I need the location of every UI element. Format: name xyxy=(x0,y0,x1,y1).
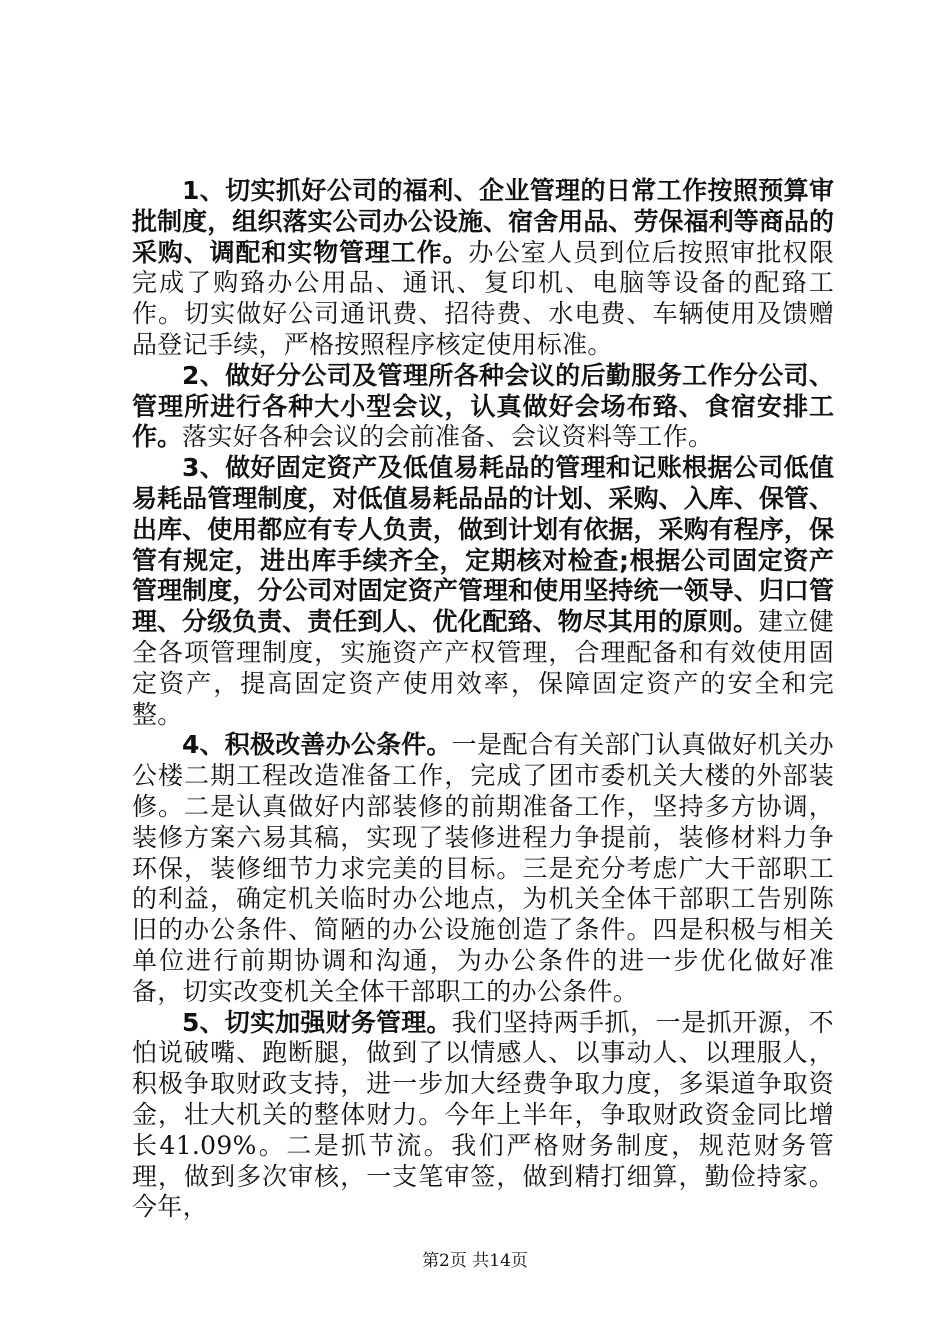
paragraph-1 xyxy=(132,176,834,361)
paragraph-5 xyxy=(132,1008,834,1224)
paragraph-2-text: 落实好各种会议的会前准备、会议资料等工作。 xyxy=(182,422,714,452)
paragraph-4-text: 一是配合有关部门认真做好机关办公楼二期工程改造准备工作，完成了团市委机关大楼的外部装修。二是认真做好内部装修的前期准备工作，坚持多方协调，装修方案六易其稿，实现了装修进程力争提前，装修材料力争环保，装修细节力求完美的目标。三是充分考虑广大干部职工的利益，确定机关临时办公地点，为机关全体干部职工告别陈旧的办公条件、简陋的办公设施创造了条件。四是积极与相关单位进行前期协调和沟通，为办公条件的进一步优化做好准备，切实改变机关全体干部职工的办公条件。 xyxy=(132,730,834,1006)
paragraph-4-heading: 4、积极改善办公条件。 xyxy=(182,730,452,760)
paragraph-4 xyxy=(132,730,834,1007)
paragraph-2-heading: 2、做好分公司及管理所各种会议的后勤服务工作分公司、管理所进行各种大小型会议，认真做好会场布臵、食宿安排工作。 xyxy=(132,360,834,452)
document-body xyxy=(132,176,834,1223)
paragraph-1-text: 办公室人员到位后按照审批权限完成了购臵办公用品、通讯、复印机、电脑等设备的配臵工作。切实做好公司通讯费、招待费、水电费、车辆使用及馈赠品登记手续，严格按照程序核定使用标准。 xyxy=(132,237,834,359)
page-footer: 第2页 共14页 xyxy=(422,1251,528,1271)
paragraph-3 xyxy=(132,453,834,730)
paragraph-3-text: 建立健全各项管理制度，实施资产产权管理，合理配备和有效使用固定资产，提高固定资产使用效率，保障固定资产的安全和完整。 xyxy=(132,607,834,729)
paragraph-2 xyxy=(132,361,834,453)
paragraph-5-text: 我们坚持两手抓，一是抓开源，不怕说破嘴、跑断腿，做到了以情感人、以事动人、以理服人，积极争取财政支持，进一步加大经费争取力度，多渠道争取资金，壮大机关的整体财力。今年上半年，争取财政资金同比增长41.09%。二是抓节流。我们严格财务制度，规范财务管理，做到多次审核，一支笔审签，做到精打细算，勤俭持家。今年， xyxy=(132,1007,834,1222)
paragraph-3-heading: 3、做好固定资产及低值易耗品的管理和记账根据公司低值易耗品管理制度，对低值易耗品品的计划、采购、入库、保管、出库、使用都应有专人负责，做到计划有依据，采购有程序，保管有规定，进出库手续齐全，定期核对检查;根据公司固定资产管理制度，分公司对固定资产管理和使用坚持统一领导、归口管理、分级负责、责任到人、优化配臵、物尽其用的原则。 xyxy=(132,453,835,637)
paragraph-5-heading: 5、切实加强财务管理。 xyxy=(182,1007,452,1037)
paragraph-1-heading: 1、切实抓好公司的福利、企业管理的日常工作按照预算审批制度，组织落实公司办公设施、宿舍用品、劳保福利等商品的采购、调配和实物管理工作。 xyxy=(132,176,834,267)
